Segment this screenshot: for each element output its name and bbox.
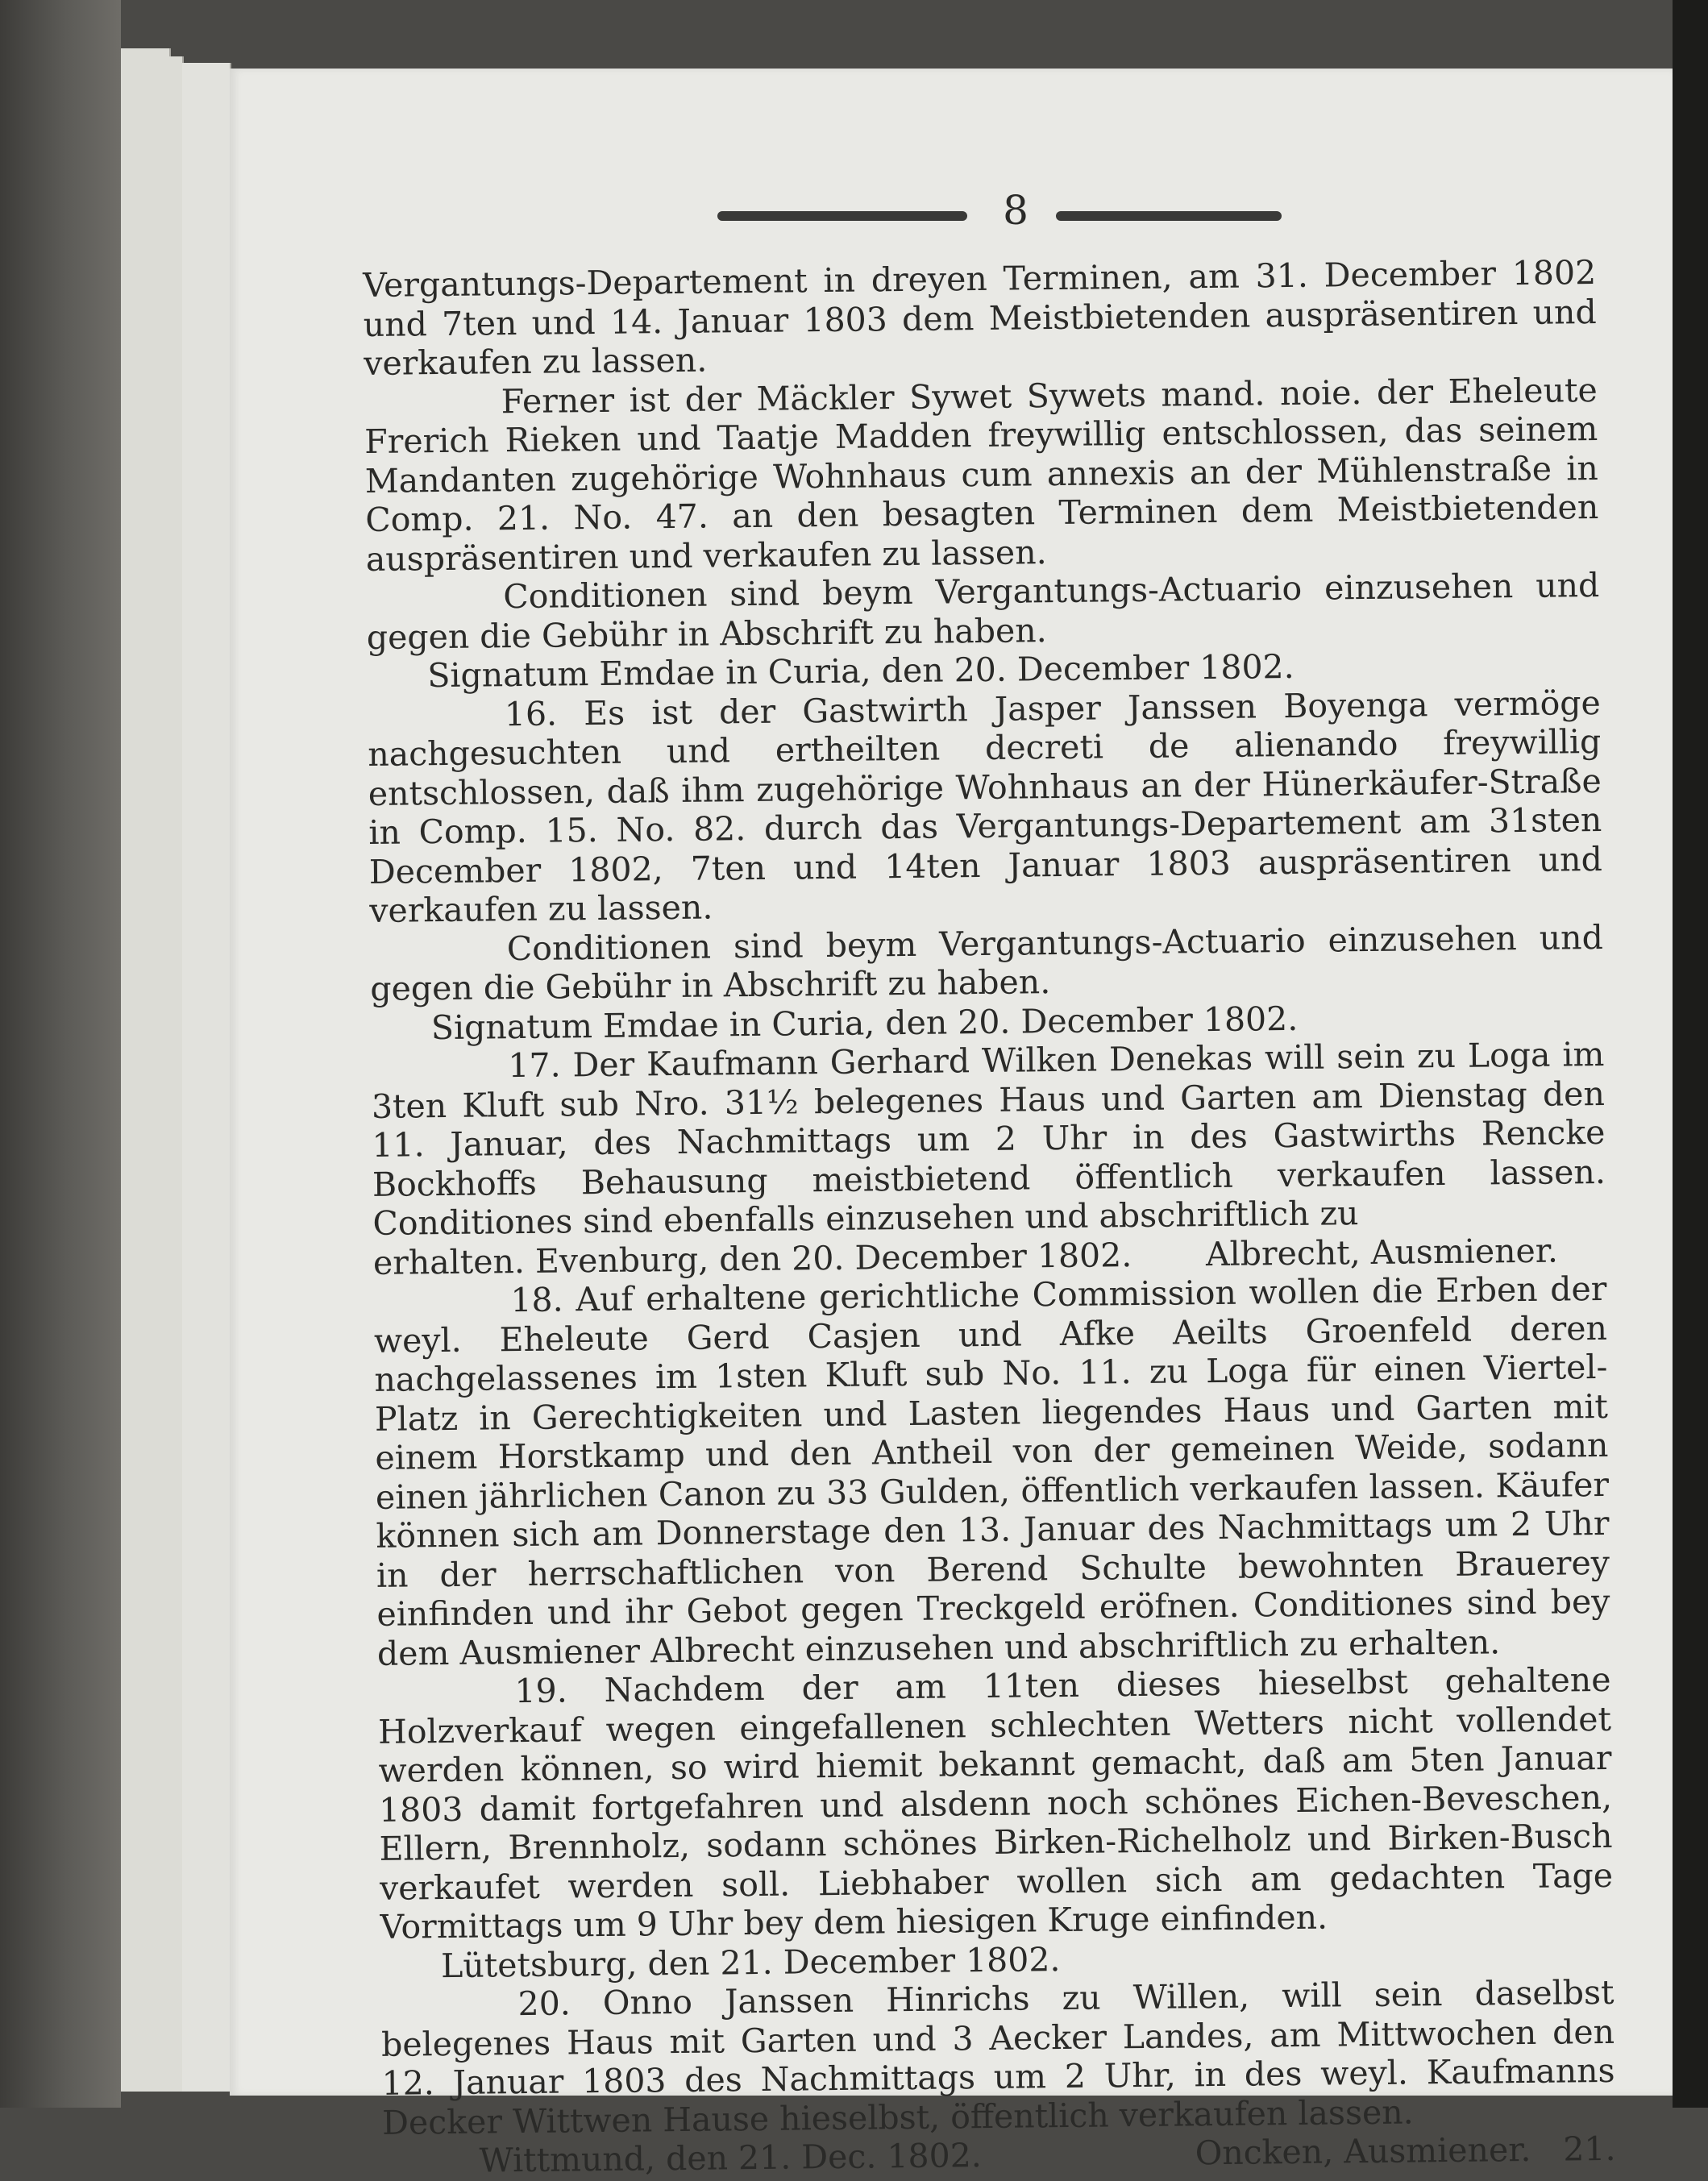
signature-line: Signatum Emdae in Curia, den 20. December 1802. <box>427 646 1295 696</box>
book-cover <box>0 0 121 2108</box>
page-edge <box>139 48 156 2092</box>
paragraph: 20. Onno Janssen Hinrichs zu Willen, will sein daselbst belegenes Haus mit Garten und 3 Aecker Landes, am Mittwochen den 12. Januar 1803 des Nachmittags um 2 Uhr, in des weyl. Kaufmanns Decker Wittwen Hause hieselbst, öffentlich verkaufen lassen. <box>380 1972 1615 2142</box>
signature-line: Lütetsburg, den 21. December 1802. <box>440 1939 1061 1985</box>
header-rule-right <box>1056 211 1282 221</box>
paragraph: 19. Nachdem der am 11ten dieses hieselbst gehaltene Holzverkauf wegen eingefallenen schlechten Wetters nicht vollendet werden können, so wird hiemit bekannt gemacht, daß am 5ten Januar 1803 damit fortgefahren und alsdenn noch schönes Eichen-Beveschen, Ellern, Brennholz, sodann schönes Birken-Richelholz und Birken-Busch verkaufet werden soll. Liebhaber wollen sich am gedachten Tage Vormittags um 9 Uhr bey dem hiesigen Kruge einfinden. <box>377 1660 1614 1946</box>
paragraph: 17. Der Kaufmann Gerhard Wilken Denekas will sein zu Loga im 3ten Kluft sub Nro. 31½ belegenes Haus und Garten am Dienstag den 11. Januar, des Nachmittags um 2 Uhr in des Gastwirths Rencke Bockhoffs Behausung meistbietend öffentlich verkaufen lassen. Conditiones sind ebenfalls einzusehen und abschriftlich zu <box>371 1034 1606 1243</box>
page-text <box>363 253 1616 2181</box>
place-date: erhalten. Evenburg, den 20. December 1802. <box>372 1235 1132 1282</box>
paragraph: Vergantungs-Departement in dreyen Terminen, am 31. December 1802 und 7ten und 14. Januar 1803 dem Meistbietenden auspräsentiren und verkaufen zu lassen. <box>363 252 1597 383</box>
paragraph: Ferner ist der Mäckler Sywet Sywets mand. noie. der Eheleute Frerich Rieken und Taatje Madden freywillig entschlossen, das seinem Mandanten zugehörige Wohnhaus cum annexis an der Mühlenstraße in Comp. 21. No. 47. an den besagten Terminen dem Meistbietenden auspräsentiren und verkaufen zu lassen. <box>364 370 1599 579</box>
paragraph: 16. Es ist der Gastwirth Jasper Janssen Boyenga vermöge nachgesuchten und ertheilten decreti de alienando freywillig entschlossen, daß ihm zugehörige Wohnhaus an der Hünerkäufer-Straße in Comp. 15. No. 82. durch das Vergantungs-Departement am 31sten December 1802, 7ten und 14ten Januar 1803 auspräsentiren und verkaufen zu lassen. <box>368 683 1603 930</box>
page-number: 8 <box>1003 187 1029 234</box>
paragraph: 18. Auf erhaltene gerichtliche Commission wollen die Erben der weyl. Eheleute Gerd Casjen und Afke Aeilts Groenfeld deren nachgelassenes im 1sten Kluft sub No. 11. zu Loga für einen Viertel-Platz in Gerechtigkeiten und Lasten liegendes Haus und Garten mit einem Horstkamp und den Antheil von der gemeinen Weide, sodann einen jährlichen Canon zu 33 Gulden, öffentlich verkaufen lassen. Käufer können sich am Donnerstage den 13. Januar des Nachmittags um 2 Uhr in der herrschaftlichen von Berend Schulte bewohnten Brauerey einfinden und ihr Gebot gegen Treckgeld eröfnen. Conditiones sind bey dem Ausmiener Albrecht einzusehen und abschriftlich zu erhalten. <box>373 1269 1610 1673</box>
signature-line: Signatum Emdae in Curia, den 20. December 1802. <box>430 999 1299 1047</box>
signer: Oncken, Ausmiener. <box>1195 2129 1531 2173</box>
header-rule-left <box>717 211 967 221</box>
paragraph: Conditionen sind beym Vergantungs-Actuario einzusehen und gegen die Gebühr in Abschrift zu haben. <box>366 565 1600 657</box>
catchword: 21. <box>1563 2129 1616 2169</box>
page-edge <box>121 48 140 2092</box>
place-date: Wittmund, den 21. Dec. 1802. <box>479 2136 983 2180</box>
page-edge <box>155 48 171 2092</box>
page-edge <box>182 63 231 2092</box>
paragraph: Conditionen sind beym Vergantungs-Actuario einzusehen und gegen die Gebühr in Abschrift zu haben. <box>370 917 1604 1008</box>
binding-shadow <box>1673 0 1708 2108</box>
signer: Albrecht, Ausmiener. <box>1205 1231 1559 1273</box>
page-header <box>717 187 1282 243</box>
